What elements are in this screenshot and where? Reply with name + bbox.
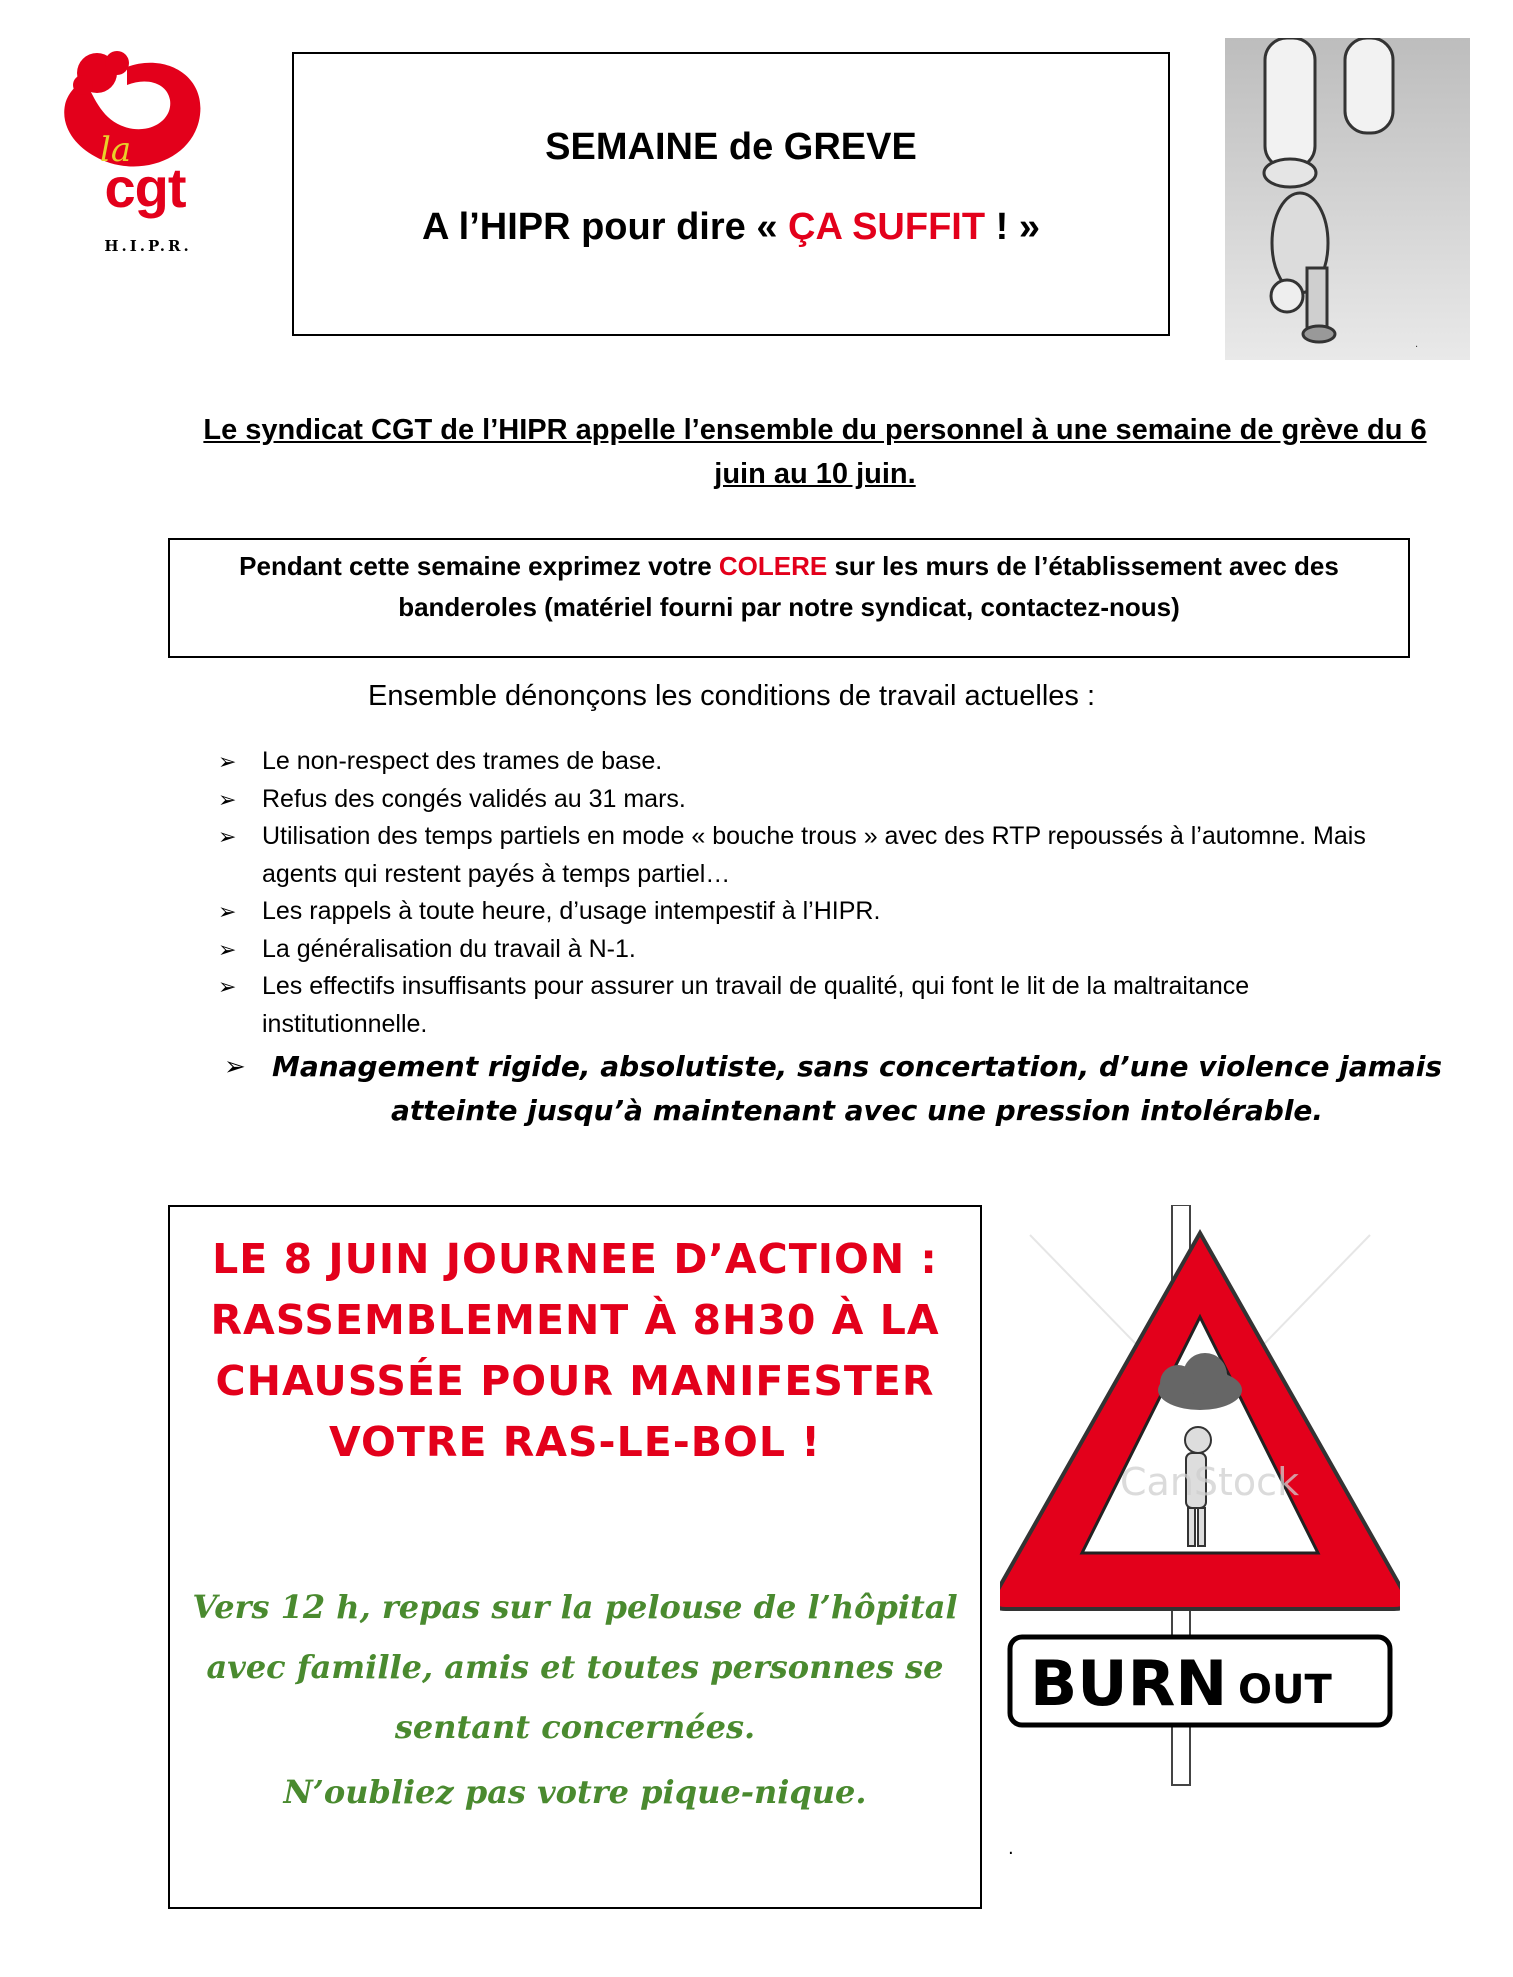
arrow-bullet-icon: ➢ — [218, 974, 237, 999]
colere-box — [168, 538, 1410, 658]
list-item: ➢ La généralisation du travail à N-1. — [218, 931, 1418, 969]
management-text: Management rigide, absolutiste, sans concertation, d’une violence jamais atteinte jusqu’à maintenant avec une pression intolérable. — [271, 1050, 1443, 1127]
watermark: CanStock — [1120, 1460, 1300, 1504]
title-box — [292, 52, 1170, 336]
out-word: OUT — [1238, 1667, 1332, 1713]
colere-suffix: sur les murs de l’établissement avec des banderoles (matériel fourni par notre syndicat, contactez-nous) — [398, 551, 1339, 622]
arrow-bullet-icon: ➢ — [218, 899, 237, 924]
arrow-bullet-icon: ➢ — [218, 824, 237, 849]
list-item: ➢ Le non-respect des trames de base. — [218, 743, 1418, 781]
cartoon-illustration — [1225, 38, 1470, 360]
list-item: ➢ Utilisation des temps partiels en mode « bouche trous » avec des RTP repoussés à l’automne. Mais agents qui restent payés à temps partiel… — [218, 818, 1418, 893]
colere-highlight: COLERE — [718, 551, 828, 581]
action-pique-nique: N’oubliez pas votre pique-nique. — [283, 1773, 867, 1811]
management-bullet — [218, 1045, 1448, 1133]
colere-prefix: Pendant cette semaine exprimez votre — [239, 551, 719, 581]
burn-word: BURN — [1030, 1647, 1228, 1720]
title-line-1: SEMAINE de GREVE — [545, 126, 917, 168]
arrow-bullet-icon: ➢ — [218, 749, 237, 774]
list-item: ➢ Refus des congés validés au 31 mars. — [218, 781, 1418, 819]
action-title: LE 8 JUIN JOURNEE D’ACTION : RASSEMBLEMENT À 8H30 À LA CHAUSSÉE POUR MANIFESTER VOTRE RAS-LE-BOL ! — [210, 1235, 940, 1466]
title-prefix: A l’HIPR pour dire « — [422, 206, 789, 248]
grievance-list — [218, 743, 1418, 1043]
logo-script: la — [100, 130, 132, 170]
list-item: ➢ Les effectifs insuffisants pour assurer un travail de qualité, qui font le lit de la maltraitance institutionnelle. — [218, 968, 1418, 1043]
footer-dot: . — [1008, 1838, 1014, 1859]
title-line-2 — [294, 206, 1168, 249]
logo-subtitle: H.I.P.R. — [104, 237, 192, 255]
arrow-bullet-icon: ➢ — [218, 786, 237, 812]
title-suffix: ! » — [985, 206, 1040, 248]
svg-text:·: · — [1415, 342, 1419, 353]
list-item: ➢ Les rappels à toute heure, d’usage intempestif à l’HIPR. — [218, 893, 1418, 931]
action-repas: Vers 12 h, repas sur la pelouse de l’hôpital avec famille, amis et toutes personnes se sentant concernées. — [192, 1588, 958, 1746]
logo-brand: cgt — [104, 156, 186, 219]
tired-person-icon — [1185, 1427, 1211, 1453]
action-box — [168, 1205, 982, 1909]
title-highlight: ÇA SUFFIT — [788, 206, 986, 248]
intro-paragraph: Le syndicat CGT de l’HIPR appelle l’ensemble du personnel à une semaine de grève du 6 juin au 10 juin. — [203, 414, 1427, 490]
burn-out-sign — [1000, 1205, 1400, 1795]
ensemble-heading: Ensemble dénonçons les conditions de travail actuelles : — [368, 680, 1096, 712]
cgt-logo — [55, 45, 220, 260]
arrow-bullet-icon: ➢ — [218, 936, 237, 962]
arrow-bullet-icon: ➢ — [224, 1052, 246, 1082]
